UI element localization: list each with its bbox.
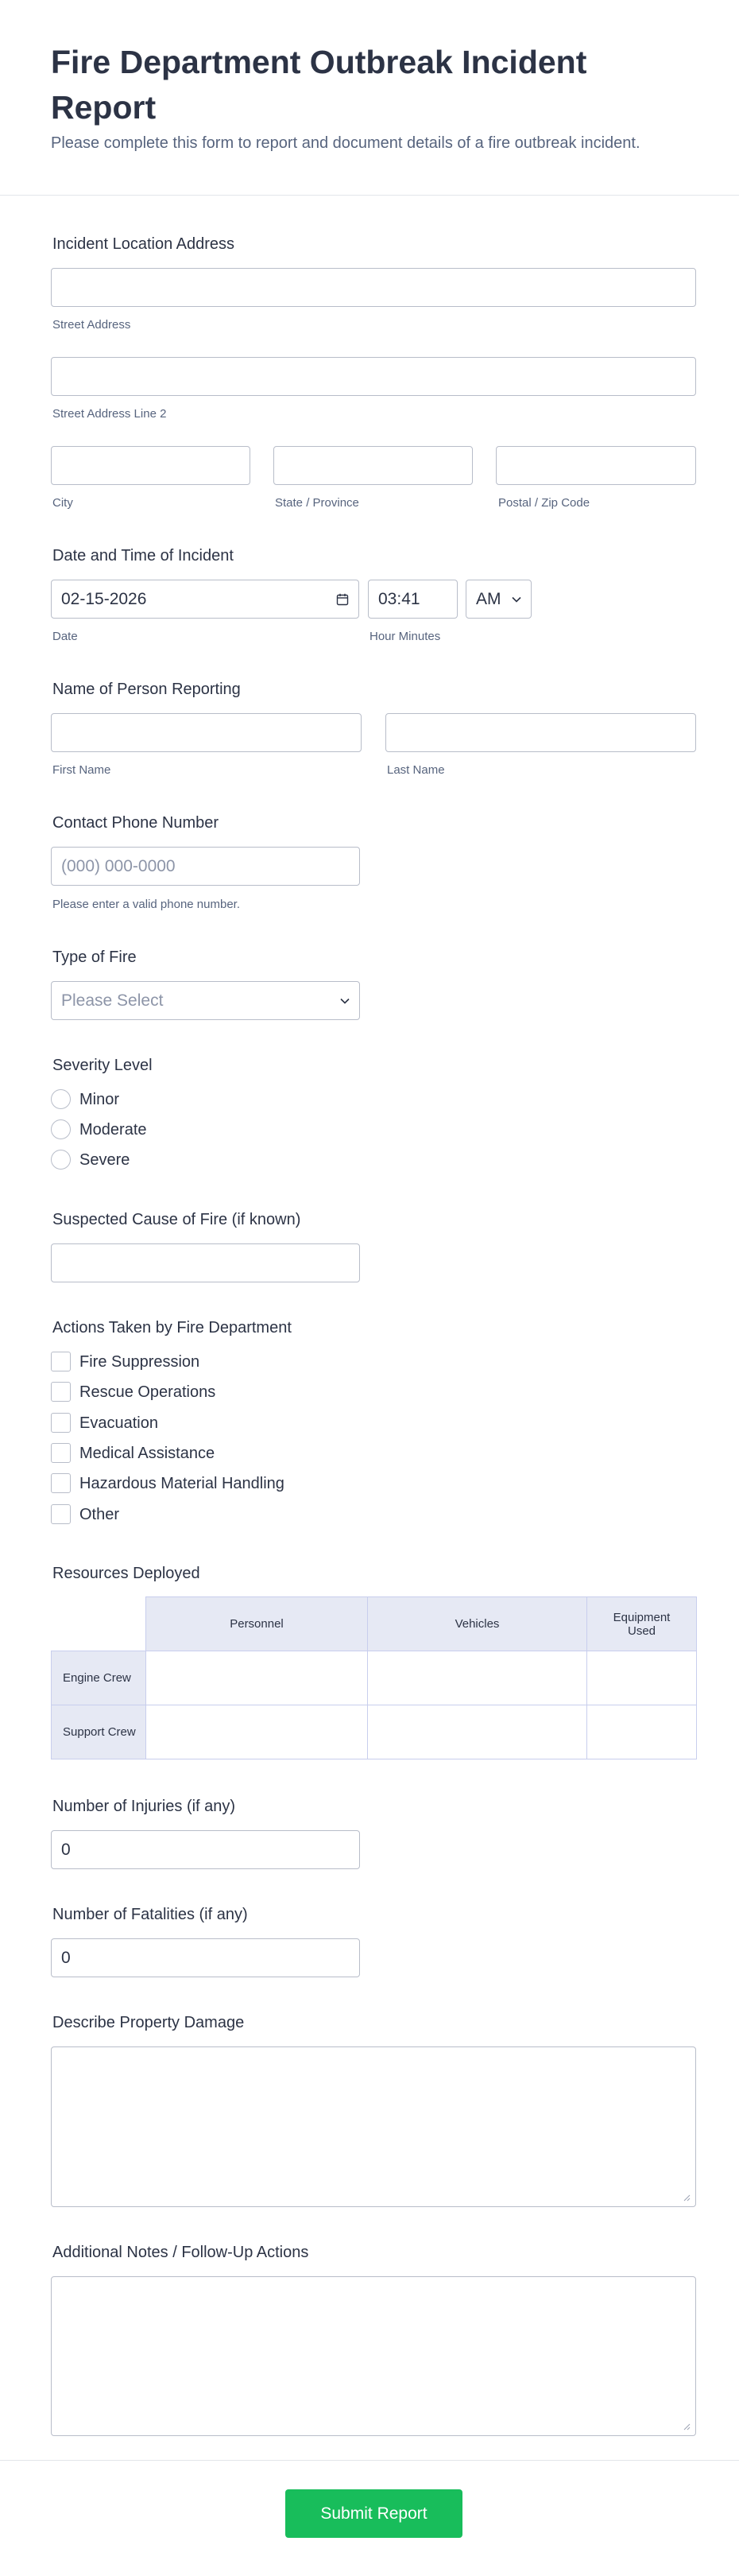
actions-label: Actions Taken by Fire Department xyxy=(52,1319,292,1336)
severity-severe-radio[interactable] xyxy=(51,1150,71,1170)
injuries-input[interactable] xyxy=(51,1830,360,1869)
phone-label: Contact Phone Number xyxy=(52,814,219,832)
action-other-label[interactable]: Other xyxy=(79,1506,120,1523)
matrix-col-equipment: Equipment Used xyxy=(587,1597,697,1651)
footer-divider xyxy=(0,2460,739,2461)
resize-handle-icon[interactable] xyxy=(683,2423,691,2431)
postal-code-sublabel: Postal / Zip Code xyxy=(498,496,590,510)
matrix-cell[interactable] xyxy=(368,1705,587,1759)
first-name-input[interactable] xyxy=(51,713,362,752)
first-name-sublabel: First Name xyxy=(52,763,111,777)
city-input[interactable] xyxy=(51,446,250,485)
form-title: Fire Department Outbreak Incident Report xyxy=(51,44,587,126)
time-value: 03:41 xyxy=(378,589,420,608)
matrix-cell[interactable] xyxy=(587,1651,697,1705)
fatalities-value: 0 xyxy=(61,1948,71,1967)
severity-moderate-radio[interactable] xyxy=(51,1119,71,1139)
submit-button[interactable]: Submit Report xyxy=(285,2489,462,2538)
severity-label: Severity Level xyxy=(52,1057,153,1074)
street-address-input[interactable] xyxy=(51,268,696,307)
matrix-col-personnel: Personnel xyxy=(146,1597,368,1651)
action-hazmat-label[interactable]: Hazardous Material Handling xyxy=(79,1475,284,1492)
date-input[interactable] xyxy=(51,580,359,619)
matrix-cell[interactable] xyxy=(587,1705,697,1759)
action-medical-assistance-label[interactable]: Medical Assistance xyxy=(79,1445,215,1462)
phone-hint: Please enter a valid phone number. xyxy=(52,898,240,911)
ampm-value: AM xyxy=(476,589,501,608)
state-input[interactable] xyxy=(273,446,473,485)
severity-moderate-label[interactable]: Moderate xyxy=(79,1121,147,1139)
action-evacuation-label[interactable]: Evacuation xyxy=(79,1414,158,1432)
injuries-value: 0 xyxy=(61,1840,71,1859)
notes-textarea[interactable] xyxy=(51,2276,696,2436)
action-other-checkbox[interactable] xyxy=(51,1504,71,1524)
form-header xyxy=(0,0,739,196)
fire-type-select[interactable] xyxy=(51,981,360,1020)
last-name-input[interactable] xyxy=(385,713,696,752)
fatalities-input[interactable] xyxy=(51,1938,360,1977)
date-value: 02-15-2026 xyxy=(61,589,147,608)
matrix-cell[interactable] xyxy=(368,1651,587,1705)
fire-type-label: Type of Fire xyxy=(52,949,137,966)
action-fire-suppression-checkbox[interactable] xyxy=(51,1352,71,1371)
time-sublabel: Hour Minutes xyxy=(370,630,441,643)
resources-matrix xyxy=(51,1596,697,1759)
fire-type-placeholder: Please Select xyxy=(61,991,164,1010)
datetime-label: Date and Time of Incident xyxy=(52,547,234,564)
date-sublabel: Date xyxy=(52,630,78,643)
matrix-row-support-crew: Support Crew xyxy=(52,1705,146,1759)
form-description: Please complete this form to report and document details of a fire outbreak incident. xyxy=(51,134,640,152)
matrix-row-engine-crew: Engine Crew xyxy=(52,1651,146,1705)
severity-severe-label[interactable]: Severe xyxy=(79,1151,130,1169)
phone-placeholder: (000) 000-0000 xyxy=(61,856,176,875)
calendar-icon[interactable] xyxy=(336,593,349,606)
matrix-col-vehicles: Vehicles xyxy=(368,1597,587,1651)
cause-label: Suspected Cause of Fire (if known) xyxy=(52,1211,301,1228)
resources-label: Resources Deployed xyxy=(52,1565,200,1582)
damage-textarea[interactable] xyxy=(51,2046,696,2207)
street-address-sublabel: Street Address xyxy=(52,318,131,332)
street-address-line2-input[interactable] xyxy=(51,357,696,396)
chevron-down-icon xyxy=(340,998,350,1004)
action-medical-assistance-checkbox[interactable] xyxy=(51,1443,71,1463)
resize-handle-icon[interactable] xyxy=(683,2194,691,2202)
postal-code-input[interactable] xyxy=(496,446,696,485)
last-name-sublabel: Last Name xyxy=(387,763,445,777)
matrix-corner xyxy=(52,1597,146,1651)
street-address-line2-sublabel: Street Address Line 2 xyxy=(52,407,167,421)
severity-minor-radio[interactable] xyxy=(51,1089,71,1109)
injuries-label: Number of Injuries (if any) xyxy=(52,1798,236,1815)
chevron-down-icon xyxy=(512,596,521,603)
ampm-select[interactable] xyxy=(466,580,532,619)
action-rescue-operations-checkbox[interactable] xyxy=(51,1382,71,1402)
damage-label: Describe Property Damage xyxy=(52,2014,245,2031)
action-fire-suppression-label[interactable]: Fire Suppression xyxy=(79,1353,200,1371)
state-sublabel: State / Province xyxy=(275,496,359,510)
action-hazmat-checkbox[interactable] xyxy=(51,1473,71,1493)
action-evacuation-checkbox[interactable] xyxy=(51,1413,71,1433)
time-input[interactable] xyxy=(368,580,458,619)
cause-input[interactable] xyxy=(51,1243,360,1282)
fatalities-label: Number of Fatalities (if any) xyxy=(52,1906,248,1923)
reporter-label: Name of Person Reporting xyxy=(52,681,241,698)
address-label: Incident Location Address xyxy=(52,235,235,253)
severity-minor-label[interactable]: Minor xyxy=(79,1091,120,1108)
action-rescue-operations-label[interactable]: Rescue Operations xyxy=(79,1383,216,1401)
matrix-cell[interactable] xyxy=(146,1705,368,1759)
matrix-cell[interactable] xyxy=(146,1651,368,1705)
city-sublabel: City xyxy=(52,496,73,510)
notes-label: Additional Notes / Follow-Up Actions xyxy=(52,2244,309,2261)
phone-input[interactable] xyxy=(51,847,360,886)
